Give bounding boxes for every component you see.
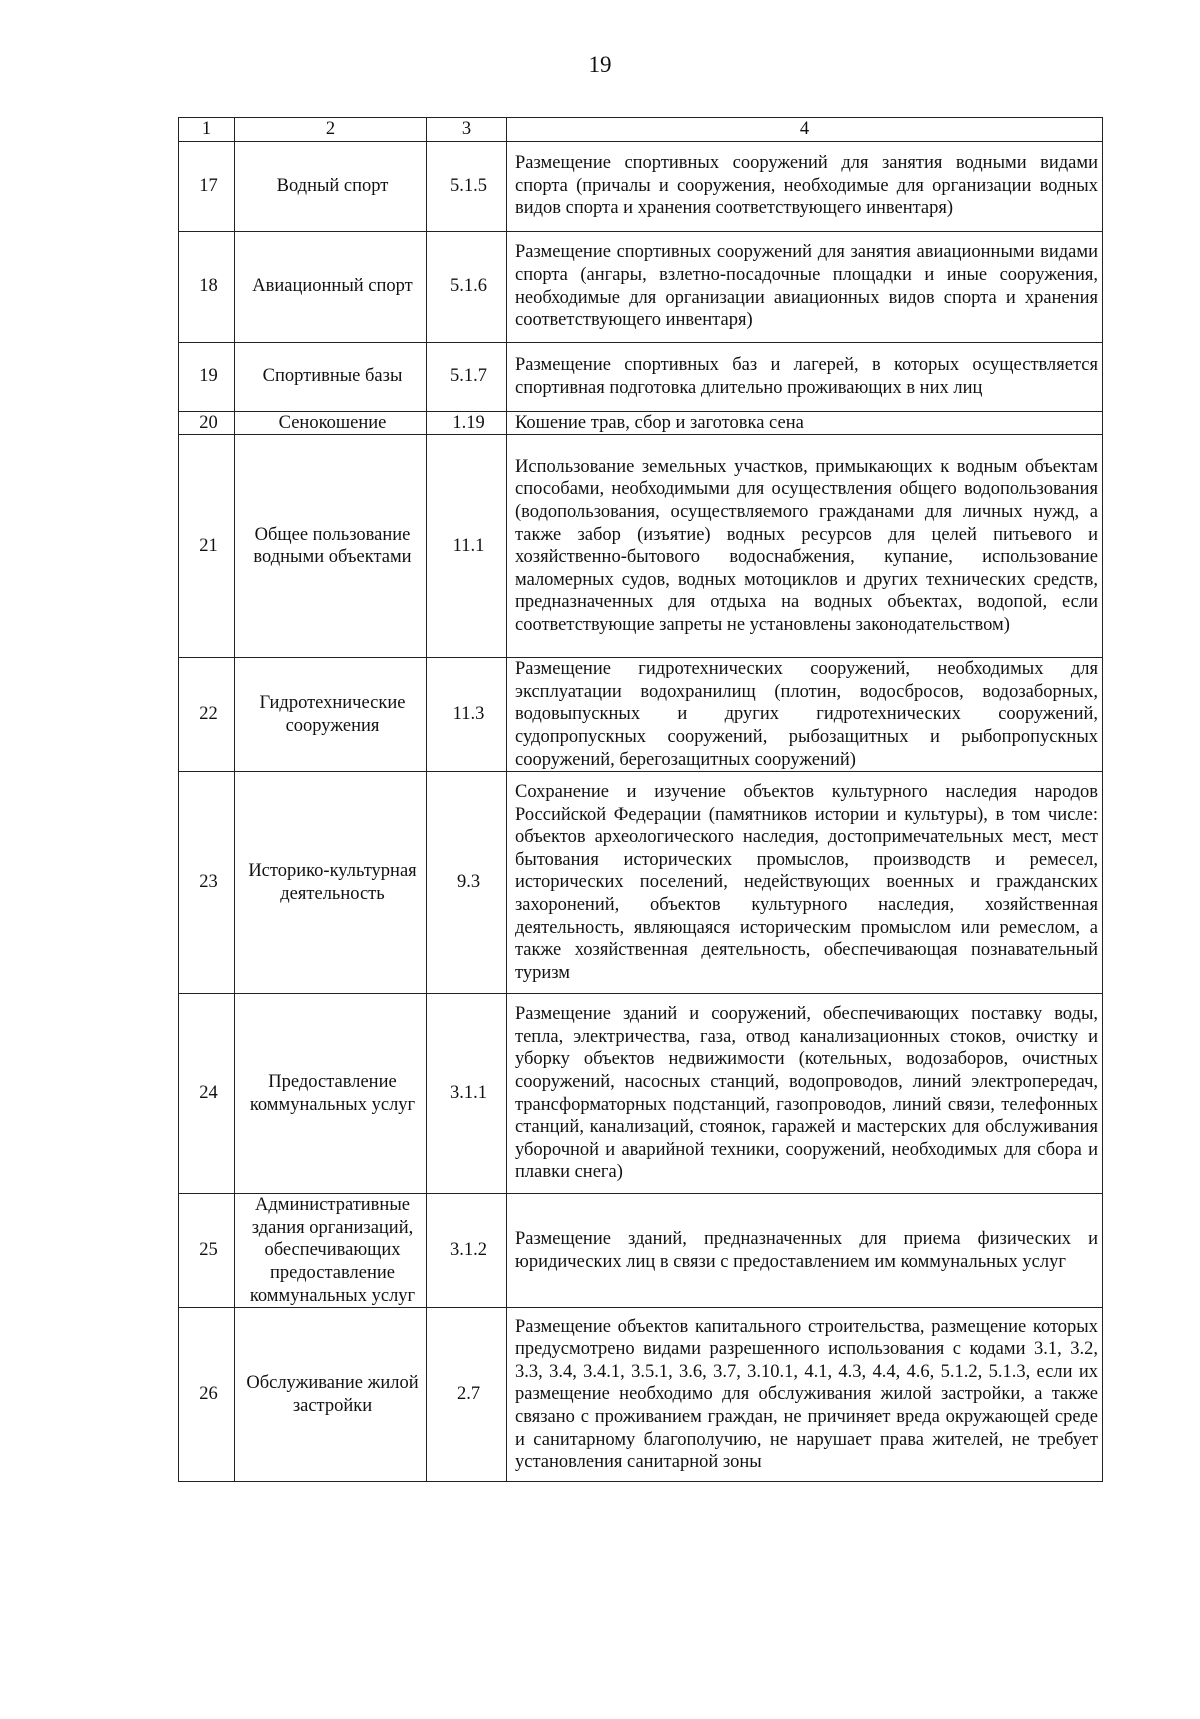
- land-use-code: 5.1.7: [427, 342, 507, 411]
- land-use-description: Размещение зданий, предназначенных для приема физических и юридических лиц в связи с предоставлением им коммунальных услуг: [507, 1194, 1103, 1308]
- row-number: 24: [179, 994, 235, 1194]
- land-use-description: Размещение спортивных сооружений для занятия авиационными видами спорта (ангары, взлетно-посадочные площадки и иные сооружения, необходимые для организации авиационных видов спорта и хранения соответствующего инвентаря): [507, 231, 1103, 342]
- header-cell: 1: [179, 118, 235, 142]
- table-row: [179, 435, 1103, 658]
- land-use-description: Размещение спортивных баз и лагерей, в которых осуществляется спортивная подготовка длительно проживающих в них лиц: [507, 342, 1103, 411]
- table-row: [179, 658, 1103, 772]
- row-number: 22: [179, 658, 235, 772]
- land-use-code: 1.19: [427, 411, 507, 435]
- land-use-code: 3.1.1: [427, 994, 507, 1194]
- land-use-code: 11.3: [427, 658, 507, 772]
- table-row: [179, 1194, 1103, 1308]
- row-number: 17: [179, 141, 235, 231]
- header-cell: 2: [235, 118, 427, 142]
- row-number: 23: [179, 772, 235, 994]
- land-use-description: Размещение гидротехнических сооружений, необходимых для эксплуатации водохранилищ (плотин, водосбросов, водозаборных, водовыпускных и других гидротехнических сооружений, судопропускных сооружений, рыбозащитных и рыбопропускных сооружений, берегозащитных сооружений): [507, 658, 1103, 772]
- land-use-name: Общее пользование водными объектами: [235, 435, 427, 658]
- land-use-code: 5.1.5: [427, 141, 507, 231]
- header-cell: 4: [507, 118, 1103, 142]
- table-row: [179, 994, 1103, 1194]
- row-number: 18: [179, 231, 235, 342]
- land-use-description: Размещение спортивных сооружений для занятия водными видами спорта (причалы и сооружения, необходимые для организации водных видов спорта и хранения соответствующего инвентаря): [507, 141, 1103, 231]
- land-use-description: Сохранение и изучение объектов культурного наследия народов Российской Федерации (памятников истории и культуры), в том числе: объектов археологического наследия, достопримечательных мест, мест бытования исторических промыслов, производств и ремесел, исторических поселений, недействующих военных и гражданских захоронений, объектов культурного наследия, хозяйственная деятельность, являющаяся историческим промыслом или ремеслом, а также хозяйственная деятельность, обеспечивающая познавательный туризм: [507, 772, 1103, 994]
- land-use-code: 2.7: [427, 1308, 507, 1482]
- table-row: [179, 772, 1103, 994]
- land-use-name: Водный спорт: [235, 141, 427, 231]
- land-use-code: 11.1: [427, 435, 507, 658]
- land-use-name: Предоставление коммунальных услуг: [235, 994, 427, 1194]
- land-use-name: Обслуживание жилой застройки: [235, 1308, 427, 1482]
- land-use-table: [178, 117, 1103, 1482]
- row-number: 19: [179, 342, 235, 411]
- table-row: [179, 231, 1103, 342]
- row-number: 25: [179, 1194, 235, 1308]
- table-row: [179, 1308, 1103, 1482]
- land-use-description: Кошение трав, сбор и заготовка сена: [507, 411, 1103, 435]
- row-number: 21: [179, 435, 235, 658]
- row-number: 26: [179, 1308, 235, 1482]
- land-use-description: Размещение объектов капитального строительства, размещение которых предусмотрено видами разрешенного использования с кодами 3.1, 3.2, 3.3, 3.4, 3.4.1, 3.5.1, 3.6, 3.7, 3.10.1, 4.1, 4.3, 4.4, 4.6, 5.1.2, 5.1.3, если их размещение необходимо для обслуживания жилой застройки, а также связано с проживанием граждан, не причиняет вреда окружающей среде и санитарному благополучию, не нарушает права жителей, не требует установления санитарной зоны: [507, 1308, 1103, 1482]
- land-use-name: Административные здания организаций, обеспечивающих предоставление коммунальных услуг: [235, 1194, 427, 1308]
- header-cell: 3: [427, 118, 507, 142]
- table-header-row: [179, 118, 1103, 142]
- land-use-name: Историко-культурная деятельность: [235, 772, 427, 994]
- land-use-name: Спортивные базы: [235, 342, 427, 411]
- land-use-description: Размещение зданий и сооружений, обеспечивающих поставку воды, тепла, электричества, газа, отвод канализационных стоков, очистку и уборку объектов недвижимости (котельных, водозаборов, очистных сооружений, насосных станций, водопроводов, линий электропередач, трансформаторных подстанций, газопроводов, линий связи, телефонных станций, канализаций, стоянок, гаражей и мастерских для обслуживания уборочной и аварийной техники, сооружений, необходимых для сбора и плавки снега): [507, 994, 1103, 1194]
- land-use-name: Сенокошение: [235, 411, 427, 435]
- table-row: [179, 141, 1103, 231]
- page-number: 19: [588, 52, 612, 77]
- row-number: 20: [179, 411, 235, 435]
- table-row: [179, 411, 1103, 435]
- land-use-name: Гидротехнические сооружения: [235, 658, 427, 772]
- land-use-name: Авиационный спорт: [235, 231, 427, 342]
- land-use-code: 9.3: [427, 772, 507, 994]
- land-use-code: 3.1.2: [427, 1194, 507, 1308]
- land-use-code: 5.1.6: [427, 231, 507, 342]
- table-row: [179, 342, 1103, 411]
- land-use-description: Использование земельных участков, примыкающих к водным объектам способами, необходимыми для осуществления общего водопользования (водопользования, осуществляемого гражданами для личных нужд, а также забор (изъятие) водных ресурсов для целей питьевого и хозяйственно-бытового водоснабжения, купание, использование маломерных судов, водных мотоциклов и других технических средств, предназначенных для отдыха на водных объектах, водопой, если соответствующие запреты не установлены законодательством): [507, 435, 1103, 658]
